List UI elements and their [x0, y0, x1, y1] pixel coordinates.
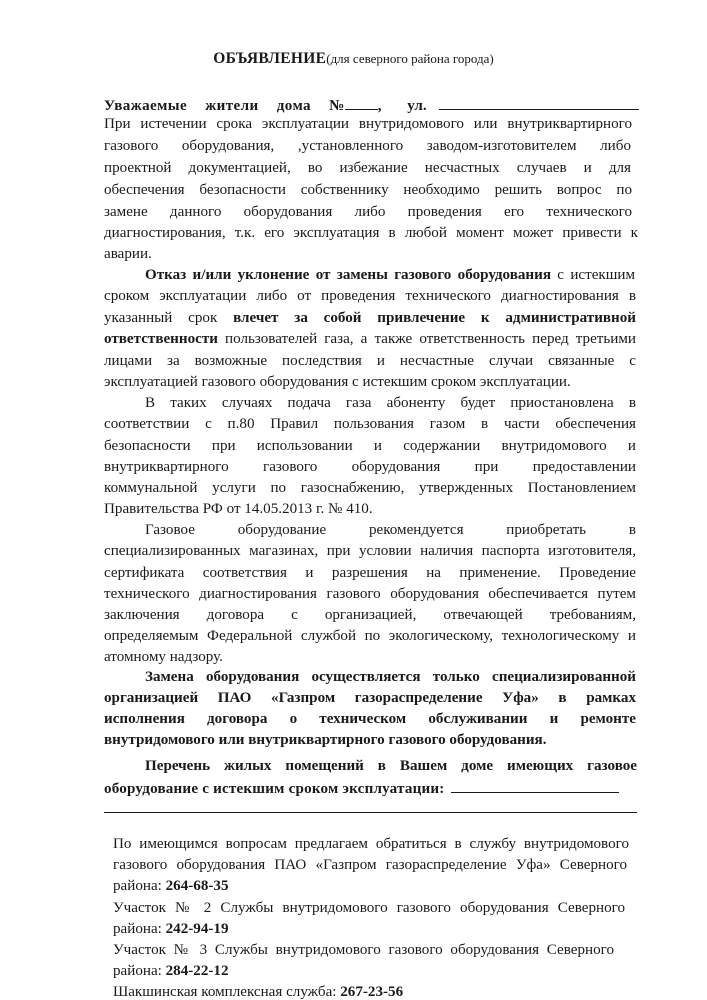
p1-line-2: газового оборудования, ,установленного заводом-изготовителем либо [104, 138, 631, 154]
p3-line-5: коммунальной услуги по газоснабжению, утвержденных Постановлением [104, 480, 636, 496]
p2-bold-responsibility: ответственности [104, 331, 218, 347]
site-2-line-2 [113, 920, 229, 938]
shakhsha-phone: 267-23-56 [340, 984, 404, 1000]
p1-line-5: замене данного оборудования либо проведения его технического [104, 204, 632, 220]
p4-line-6: определяемым Федеральной службой по экологическому, технологическому и [104, 628, 636, 644]
p4-line-4: технического диагностирования газового оборудования обеспечивается путем [104, 586, 636, 602]
contacts-intro-line-1: По имеющимся вопросам предлагаем обратиться в службу внутридомового [113, 836, 629, 852]
p5-line-1: Замена оборудования осуществляется только специализированной [145, 669, 636, 685]
site-2-line-1: Участок № 2 Службы внутридомового газового оборудования Северного [113, 900, 625, 916]
site-2-label: района: [113, 921, 166, 937]
p1-line-3: проектной документацией, во избежание несчастных случаев и для [104, 160, 631, 176]
p2-line-5: лицами за возможные последствия и несчастные случаи связанные с [104, 353, 636, 369]
p2-line-6: эксплуатацией газового оборудования с истекшим сроком эксплуатации. [104, 374, 571, 390]
page-title [0, 50, 707, 68]
site-2-phone: 242-94-19 [165, 921, 229, 937]
shakhsha-line [113, 983, 403, 1000]
p4-line-1: Газовое оборудование рекомендуется приобретать в [145, 522, 636, 538]
main-service-phone: 264-68-35 [165, 878, 229, 894]
house-number-blank [345, 95, 378, 110]
site-3-line-1: Участок № 3 Службы внутридомового газового оборудования Северного [113, 942, 614, 958]
p1-line-6: диагностирования, т.к. его эксплуатация в любой момент может привести к [104, 225, 638, 241]
p2-line-4-rest: пользователей газа, а также ответственность перед третьими [217, 331, 636, 347]
p4-line-7: атомному надзору. [104, 649, 223, 665]
p2-bold-refusal: Отказ и/или уклонение от замены газового оборудования [145, 267, 551, 283]
contacts-intro-line-3 [113, 877, 229, 895]
site-3-phone: 284-22-12 [165, 963, 229, 979]
greeting-line [104, 95, 639, 113]
p3-line-4: внутриквартирного газового оборудования при предоставлении [104, 459, 636, 475]
p3-line-2: соответствии с п.80 Правил пользования газом в части обеспечения [104, 416, 636, 432]
street-name-blank [439, 95, 639, 110]
p6-line-2 [104, 778, 619, 796]
p2-line-3 [104, 309, 636, 327]
p6-line-1: Перечень жилых помещений в Вашем доме имеющих газовое [145, 758, 637, 774]
p5-line-2: организацией ПАО «Газпром газораспределение Уфа» в рамках [104, 690, 636, 706]
p2-line-1-rest: с истекшим [550, 267, 635, 283]
p3-line-1: В таких случаях подача газа абоненту будет приостановлена в [145, 395, 636, 411]
p4-line-2: специализированных магазинах, при условии наличия паспорта изготовителя, [104, 543, 636, 559]
apartments-list-blank [451, 778, 619, 793]
contacts-intro-line-2: газового оборудования ПАО «Газпром газораспределение Уфа» Северного [113, 857, 627, 873]
p2-bold-liability: влечет за собой привлечение к административной [233, 310, 636, 326]
p4-line-5: заключения договора с организацией, отвечающей требованиям, [104, 607, 636, 623]
contacts-intro-label: района: [113, 878, 166, 894]
p1-line-1: При истечении срока эксплуатации внутридомового или внутриквартирного [104, 116, 632, 132]
apartments-list-blank-line [104, 812, 637, 813]
title-main: ОБЪЯВЛЕНИЕ [213, 50, 327, 67]
greeting-part1: Уважаемые жители дома № [104, 98, 345, 114]
p1-line-7: аварии. [104, 246, 152, 262]
site-3-label: района: [113, 963, 166, 979]
p3-line-3: безопасности при использовании и содержании внутридомового и [104, 438, 636, 454]
p2-line-1 [145, 266, 635, 284]
p3-line-6: Правительства РФ от 14.05.2013 г. № 410. [104, 501, 373, 517]
greeting-part2: , ул. [377, 98, 427, 114]
p4-line-3: сертификата соответствия и разрешения на применение. Проведение [104, 565, 636, 581]
p2-line-2: сроком эксплуатации либо от проведения технического диагностирования в [104, 288, 636, 304]
shakhsha-label: Шакшинская комплексная служба: [113, 984, 341, 1000]
p5-line-3: исполнения договора о техническом обслуживании и ремонте [104, 711, 636, 727]
site-3-line-2 [113, 962, 229, 980]
p2-line-4 [104, 330, 636, 348]
p2-line-3-start: указанный срок [104, 310, 234, 326]
title-subtitle: (для северного района города) [326, 51, 494, 66]
p6-line-2-text: оборудование с истекшим сроком эксплуатации: [104, 781, 445, 797]
p5-line-4: внутридомового или внутриквартирного газового оборудования. [104, 732, 547, 748]
p1-line-4: обеспечения безопасности собственнику необходимо решить вопрос по [104, 182, 632, 198]
